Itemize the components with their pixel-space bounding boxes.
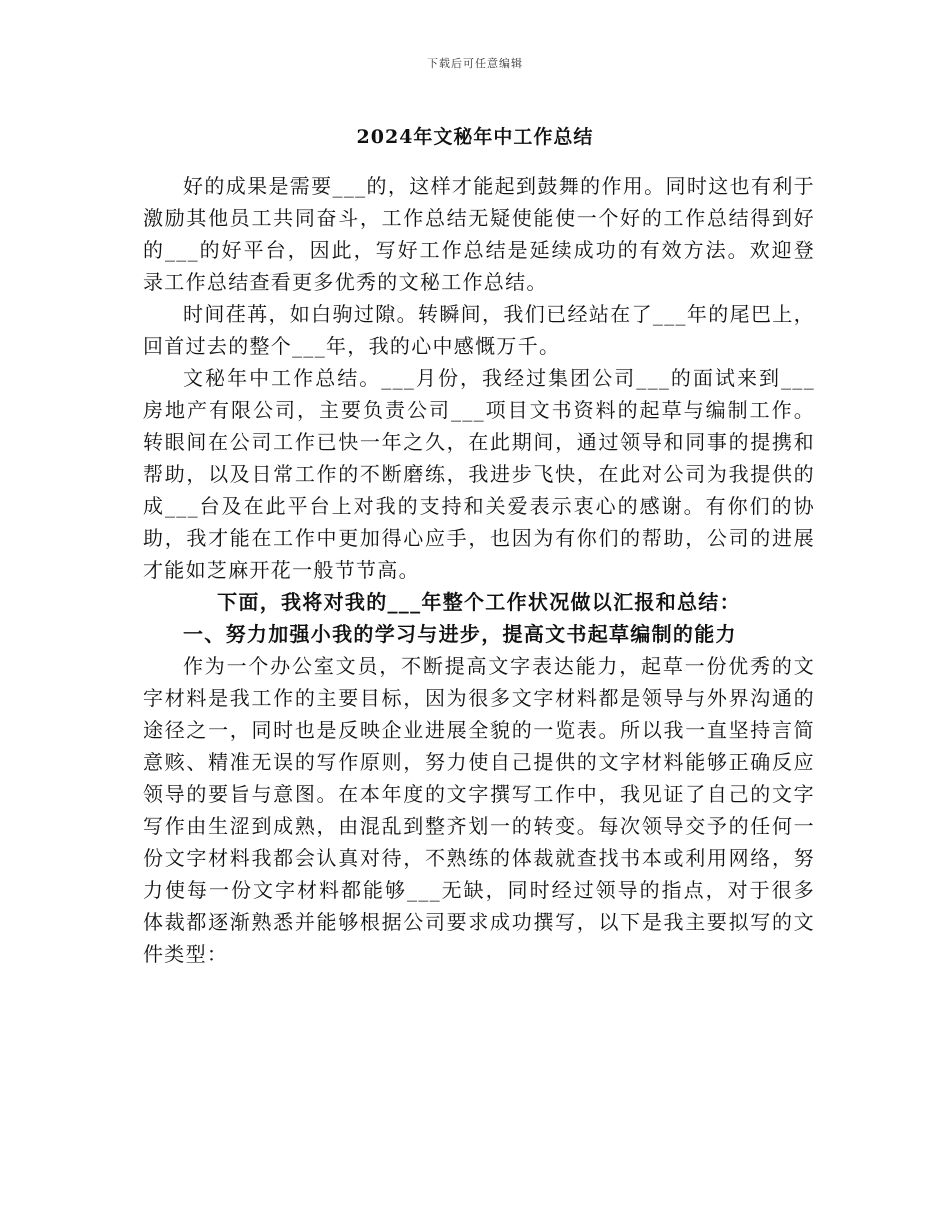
section-one-heading: 一、努力加强小我的学习与进步，提高文书起草编制的能力 bbox=[183, 622, 737, 646]
paragraph-summary: 文秘年中工作总结。___月份，我经过集团公司___的面试来到___房地产有限公司，主要负责公司___项目文书资料的起草与编制工作。转眼间在公司工作已快一年之久，在此期间，通过领导和同事的提携和帮助，以及日常工作的不断磨练，我进步飞快，在此对公司为我提供的成___台及在此平台上对我的支持和关爱表示衷心的感谢。有你们的协助，我才能在工作中更加得心应手，也因为有你们的帮助，公司的进展才能如芝麻开花一般节节高。 bbox=[143, 366, 815, 582]
section-one-paragraph: 作为一个办公室文员，不断提高文字表达能力，起草一份优秀的文字材料是我工作的主要目标，因为很多文字材料都是领导与外界沟通的途径之一，同时也是反映企业进展全貌的一览表。所以我一直坚持言简意赅、精准无误的写作原则，努力使自己提供的文字材料能够正确反应领导的要旨与意图。在本年度的文字撰写工作中，我见证了自己的文字写作由生涩到成熟，由混乱到整齐划一的转变。每次领导交予的任何一份文字材料我都会认真对待，不熟练的体裁就查找书本或利用网络，努力使每一份文字材料都能够___无缺，同时经过领导的指点，对于很多体裁都逐渐熟悉并能够根据公司要求成功撰写，以下是我主要拟写的文件类型： bbox=[143, 654, 815, 966]
header-note: 下载后可任意编辑 bbox=[427, 57, 523, 70]
paragraph-time: 时间荏苒，如白驹过隙。转瞬间，我们已经站在了___年的尾巴上，回首过去的整个___年，我的心中感慨万千。 bbox=[143, 302, 815, 358]
section-intro-heading: 下面，我将对我的___年整个工作状况做以汇报和总结： bbox=[217, 590, 741, 614]
paragraph-intro: 好的成果是需要___的，这样才能起到鼓舞的作用。同时这也有利于激励其他员工共同奋斗，工作总结无疑使能使一个好的工作总结得到好的___的好平台，因此，写好工作总结是延续成功的有效方法。欢迎登录工作总结查看更多优秀的文秘工作总结。 bbox=[143, 174, 815, 294]
document-title: 2024年文秘年中工作总结 bbox=[356, 126, 594, 148]
document-body bbox=[143, 170, 815, 970]
